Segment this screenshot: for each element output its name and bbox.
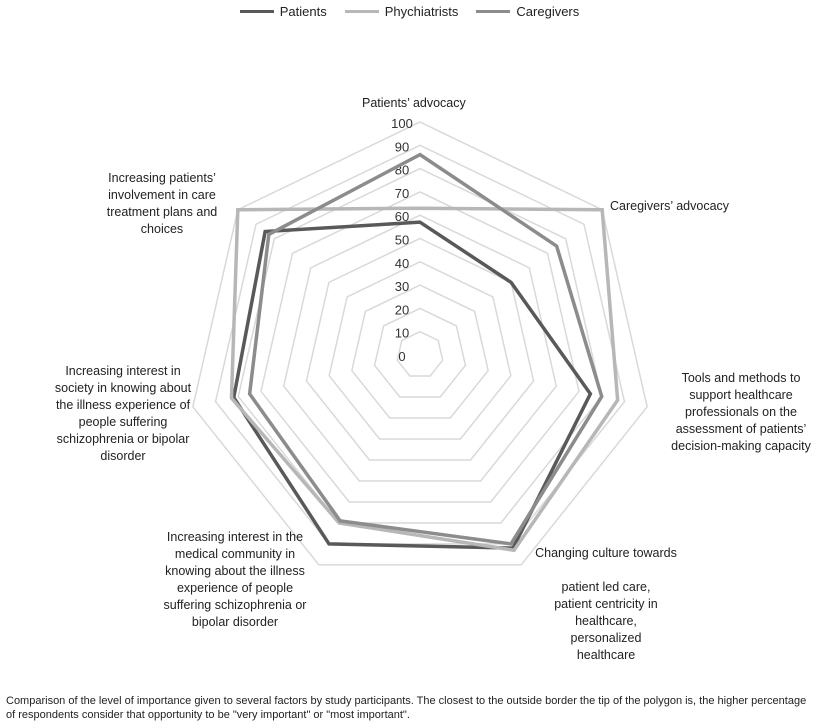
axis-label-line: Patients’ advocacy	[362, 96, 466, 110]
tick-label-50: 50	[394, 232, 410, 248]
axis-label-line: schizophrenia or bipolar	[56, 432, 190, 446]
axis-label-line: Increasing interest in	[65, 364, 181, 378]
axis-label-line: Tools and methods to	[681, 371, 801, 385]
tick-label-20: 20	[394, 302, 410, 318]
axis-label-line: Changing culture towards	[535, 546, 677, 560]
legend-label-caregivers: Caregivers	[516, 4, 580, 19]
axis-label-line: treatment plans and	[106, 205, 218, 219]
tick-label-100: 100	[391, 116, 413, 131]
grid-ring-90	[216, 145, 625, 544]
axis-label-2	[610, 198, 729, 215]
axis-label-3	[660, 370, 819, 455]
grid-ring-60	[284, 215, 557, 481]
axis-label-line: knowing about the illness	[165, 564, 305, 578]
axis-label-line: healthcare,	[575, 614, 637, 628]
tick-label-10: 10	[394, 325, 410, 341]
axis-label-line: Caregivers’ advocacy	[610, 199, 730, 213]
axis-label-line: patient centricity in	[554, 597, 658, 611]
tick-label-90: 90	[394, 139, 410, 155]
axis-label-line: professionals on the	[685, 405, 797, 419]
axis-label-line: medical community in	[174, 547, 296, 561]
grid-ring-50	[306, 239, 533, 460]
grid-ring-20	[375, 308, 466, 397]
tick-label-40: 40	[394, 255, 410, 271]
series-caregivers	[250, 155, 602, 544]
axis-label-line: disorder	[100, 449, 146, 463]
tick-label-70: 70	[394, 185, 410, 201]
grid-ring-100	[193, 122, 647, 565]
tick-label-60: 60	[394, 209, 410, 225]
axis-label-line: support healthcare	[689, 388, 793, 402]
grid-ring-30	[352, 285, 488, 418]
axis-label-line: society in knowing about	[54, 381, 192, 395]
axis-label-line: experience of people	[176, 581, 294, 595]
axis-label-line: bipolar disorder	[191, 615, 279, 629]
axis-label-line	[522, 562, 690, 579]
axis-label-7	[82, 170, 242, 238]
tick-label-30: 30	[394, 279, 410, 295]
axis-label-line: healthcare	[576, 648, 636, 662]
axis-label-line: suffering schizophrenia or	[163, 598, 307, 612]
axis-label-4	[522, 545, 690, 664]
legend-label-phychiatrists: Phychiatrists	[384, 4, 459, 19]
axis-label-line: assessment of patients’	[675, 422, 807, 436]
tick-label-80: 80	[394, 162, 410, 178]
axis-label-5	[152, 529, 318, 631]
tick-label-0: 0	[398, 349, 406, 364]
figure-caption: Comparison of the level of importance given to several factors by study participants. The closest to the outside border the tip of the polygon is, the higher percentage of respondents consider that opportunity to be "very important" or "most important".	[6, 695, 807, 721]
axis-label-line: Increasing patients’	[108, 171, 216, 185]
axis-label-line: personalized	[570, 631, 642, 645]
axis-label-1	[362, 95, 466, 112]
axis-label-line: Increasing interest in the	[166, 530, 304, 544]
axis-label-6	[26, 363, 220, 465]
axis-label-line: choices	[140, 222, 184, 236]
axis-label-line: the illness experience of	[55, 398, 191, 412]
axis-label-line: involvement in care	[108, 188, 216, 202]
axis-label-line: patient led care,	[561, 580, 651, 594]
legend-label-patients: Patients	[279, 4, 327, 19]
axis-label-line: decision-making capacity	[671, 439, 811, 453]
axis-label-line: people suffering	[78, 415, 168, 429]
